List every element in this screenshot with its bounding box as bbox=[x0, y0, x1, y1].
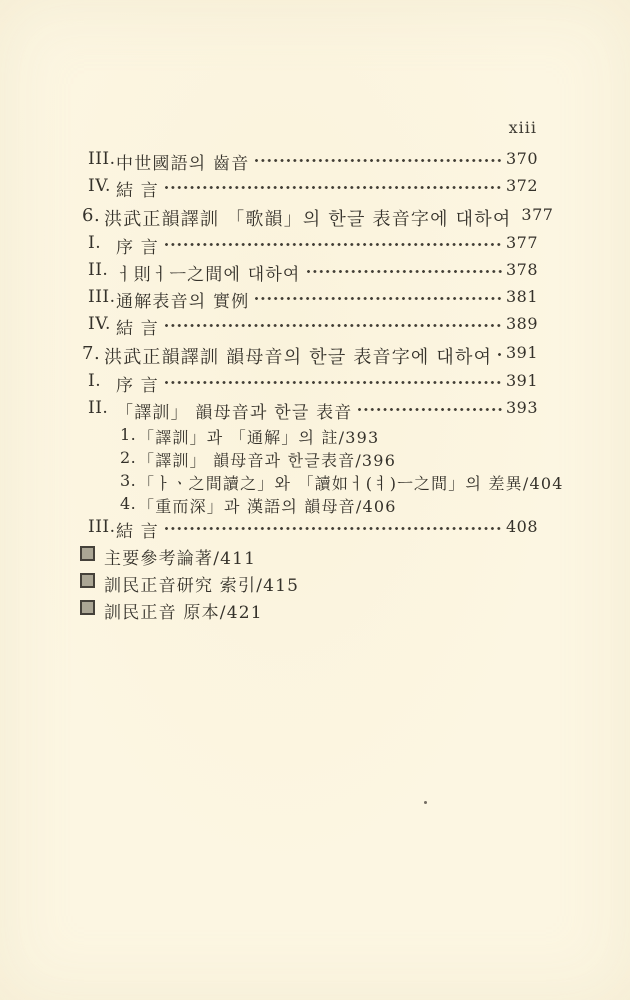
dot-leader bbox=[165, 527, 502, 530]
toc-entry-title: 通解表音의 實例 bbox=[116, 292, 250, 312]
toc-entry-page-number: 391 bbox=[506, 343, 539, 362]
toc-entry-title: 中世國語의 齒音 bbox=[116, 154, 250, 174]
toc-entry bbox=[80, 233, 538, 260]
toc-entry bbox=[80, 176, 538, 203]
toc-entry bbox=[80, 149, 538, 176]
toc-entry-page-number: 377 bbox=[506, 233, 539, 252]
toc-entry bbox=[80, 598, 538, 625]
toc-entry-title: 結 言 bbox=[116, 522, 160, 542]
folio-page-number: xiii bbox=[508, 118, 537, 137]
toc-entry bbox=[80, 494, 538, 517]
toc-entry-title: 序 言 bbox=[116, 238, 160, 258]
toc-entry-number: 4. bbox=[120, 494, 137, 513]
toc-entry bbox=[80, 425, 538, 448]
toc-entry-page-number: 393 bbox=[506, 398, 539, 417]
dot-leader bbox=[165, 381, 502, 384]
toc-entry-page-number: 381 bbox=[506, 287, 539, 306]
toc-entry-title: 序 言 bbox=[116, 376, 160, 396]
toc-entry-title: 洪武正韻譯訓 「歌韻」의 한글 表音字에 대하여 bbox=[104, 209, 512, 230]
toc-entry-number: II. bbox=[88, 398, 109, 418]
dot-leader bbox=[165, 186, 502, 189]
toc-entry-page-number: 408 bbox=[506, 517, 539, 536]
toc-entry-page-number: 391 bbox=[506, 371, 539, 390]
toc-entry-title: 結 言 bbox=[116, 319, 160, 339]
toc-entry bbox=[80, 544, 538, 571]
toc-entry-title: 訓民正音 原本/421 bbox=[104, 603, 263, 623]
toc-entry-number: 6. bbox=[82, 205, 101, 226]
toc-entry-number: 7. bbox=[82, 343, 101, 364]
toc-entry bbox=[80, 314, 538, 341]
toc-entry bbox=[80, 343, 538, 371]
dot-leader bbox=[165, 324, 502, 327]
toc-entry bbox=[80, 471, 564, 494]
toc-entry-title: 「譯訓」 韻母音과 한글表音/396 bbox=[138, 451, 397, 470]
toc-entry-title: 訓民正音研究 索引/415 bbox=[104, 576, 300, 596]
toc-entry bbox=[80, 287, 538, 314]
toc-entry-number: III. bbox=[88, 149, 116, 169]
toc-entry-number: II. bbox=[88, 260, 109, 280]
toc-entry-title: 「譯訓」과 「通解」의 註/393 bbox=[138, 428, 380, 447]
toc-entry-page-number: 372 bbox=[506, 176, 539, 195]
toc-entry-title: 「重而深」과 漢語의 韻母音/406 bbox=[138, 497, 397, 516]
dot-leader bbox=[307, 270, 502, 273]
square-bullet-icon bbox=[80, 573, 95, 588]
toc-entry-number: 1. bbox=[120, 425, 137, 444]
toc-entry-page-number: 378 bbox=[506, 260, 539, 279]
toc-entry-page-number: 377 bbox=[521, 205, 554, 224]
toc-entry-page-number: 370 bbox=[506, 149, 539, 168]
toc-entry-title: 主要參考論著/411 bbox=[104, 549, 257, 569]
toc-entry-page-number: 389 bbox=[506, 314, 539, 333]
toc-entry-title: 「譯訓」 韻母音과 한글 表音 bbox=[116, 403, 353, 423]
toc-entry bbox=[80, 517, 538, 544]
toc-entry bbox=[80, 371, 538, 398]
square-bullet-icon bbox=[80, 600, 95, 615]
toc-entry-number: III. bbox=[88, 517, 116, 537]
toc-list bbox=[80, 149, 564, 625]
toc-entry bbox=[80, 398, 538, 425]
toc-entry bbox=[80, 448, 538, 471]
toc-entry bbox=[80, 205, 554, 233]
dot-leader bbox=[358, 408, 502, 411]
toc-entry-title: 洪武正韻譯訓 韻母音의 한글 表音字에 대하여 bbox=[104, 347, 493, 368]
square-bullet-icon bbox=[80, 546, 95, 561]
toc-entry bbox=[80, 260, 538, 287]
dot-leader bbox=[165, 243, 502, 246]
toc-entry-title: 「ㅏㆍ之間讀之」와 「讀如ㅓ(ㅕ)ㅡ之間」의 差異/404 bbox=[138, 474, 564, 493]
scan-speck bbox=[424, 801, 427, 804]
toc-entry-number: 3. bbox=[120, 471, 137, 490]
toc-entry-number: IV. bbox=[88, 314, 111, 334]
dot-leader bbox=[498, 353, 502, 356]
toc-entry bbox=[80, 571, 538, 598]
toc-entry-number: I. bbox=[88, 233, 102, 253]
dot-leader bbox=[255, 297, 502, 300]
toc-entry-number: 2. bbox=[120, 448, 137, 467]
toc-entry-number: IV. bbox=[88, 176, 111, 196]
toc-entry-number: I. bbox=[88, 371, 102, 391]
toc-entry-number: III. bbox=[88, 287, 116, 307]
toc-entry-title: ㅓ則ㅓㅡ之間에 대하여 bbox=[116, 265, 301, 285]
toc-entry-title: 結 言 bbox=[116, 181, 160, 201]
dot-leader bbox=[255, 159, 502, 162]
